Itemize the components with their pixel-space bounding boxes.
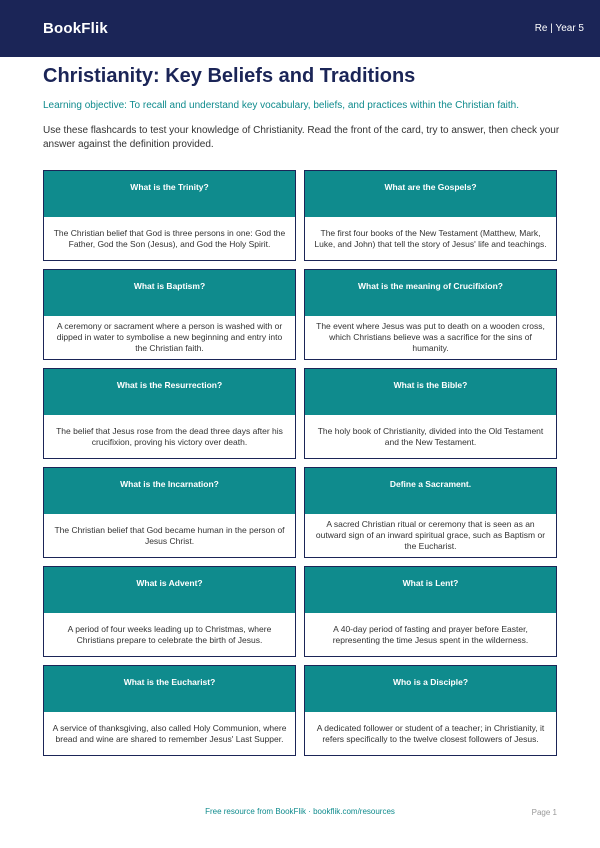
header-bar — [0, 0, 600, 57]
page-number: Page 1 — [531, 808, 557, 817]
flashcard-question: Define a Sacrament. — [305, 468, 556, 514]
flashcard — [43, 665, 296, 756]
flashcard-grid — [43, 170, 557, 756]
flashcard-question: What is the Resurrection? — [44, 369, 295, 415]
flashcard-answer: The holy book of Christianity, divided into the Old Testament and the New Testament. — [305, 415, 556, 458]
flashcard — [43, 170, 296, 261]
page-title: Christianity: Key Beliefs and Traditions — [43, 65, 416, 87]
flashcard-question: What are the Gospels? — [305, 171, 556, 217]
flashcard — [43, 269, 296, 360]
flashcard-answer: The Christian belief that God is three persons in one: God the Father, God the Son (Jesus), and God the Holy Spirit. — [44, 217, 295, 260]
flashcard — [304, 170, 557, 261]
flashcard-answer: A ceremony or sacrament where a person is washed with or dipped in water to symbolise a new beginning and entry into the Christian faith. — [44, 316, 295, 359]
flashcard-question: What is Advent? — [44, 567, 295, 613]
flashcard-answer: A period of four weeks leading up to Christmas, where Christians prepare to celebrate the birth of Jesus. — [44, 613, 295, 656]
learning-objective: Learning objective: To recall and understand key vocabulary, beliefs, and practices within the Christian faith. — [43, 100, 520, 111]
flashcard-question: What is Baptism? — [44, 270, 295, 316]
flashcard-question: What is the Incarnation? — [44, 468, 295, 514]
flashcard — [304, 269, 557, 360]
flashcard — [304, 467, 557, 558]
flashcard-question: Who is a Disciple? — [305, 666, 556, 712]
intro-text: Use these flashcards to test your knowledge of Christianity. Read the front of the card, try to answer, then check your answer against the definition provided. — [43, 125, 560, 150]
flashcard-question: What is Lent? — [305, 567, 556, 613]
brand-logo[interactable]: BookFlik — [43, 20, 108, 37]
flashcard — [304, 665, 557, 756]
flashcard-question: What is the Bible? — [305, 369, 556, 415]
flashcard-answer: The Christian belief that God became human in the person of Jesus Christ. — [44, 514, 295, 557]
flashcard-answer: The first four books of the New Testament (Matthew, Mark, Luke, and John) that tell the story of Jesus' life and teachings. — [305, 217, 556, 260]
flashcard — [43, 566, 296, 657]
footer-text[interactable]: Free resource from BookFlik · bookflik.com/resources — [205, 807, 395, 816]
subject-year-label: Re | Year 5 — [534, 23, 584, 34]
flashcard-question: What is the Trinity? — [44, 171, 295, 217]
flashcard-answer: The belief that Jesus rose from the dead three days after his crucifixion, proving his victory over death. — [44, 415, 295, 458]
flashcard-answer: A dedicated follower or student of a teacher; in Christianity, it refers specifically to the twelve closest followers of Jesus. — [305, 712, 556, 755]
flashcard — [43, 467, 296, 558]
flashcard-question: What is the Eucharist? — [44, 666, 295, 712]
flashcard-answer: The event where Jesus was put to death on a wooden cross, which Christians believe was a sacrifice for the sins of humanity. — [305, 316, 556, 359]
flashcard — [43, 368, 296, 459]
flashcard-question: What is the meaning of Crucifixion? — [305, 270, 556, 316]
flashcard-answer: A sacred Christian ritual or ceremony that is seen as an outward sign of an inward spiritual grace, such as Baptism or the Eucharist. — [305, 514, 556, 557]
flashcard-answer: A 40-day period of fasting and prayer before Easter, representing the time Jesus spent in the wilderness. — [305, 613, 556, 656]
flashcard — [304, 566, 557, 657]
flashcard — [304, 368, 557, 459]
flashcard-answer: A service of thanksgiving, also called Holy Communion, where bread and wine are shared to remember Jesus' Last Supper. — [44, 712, 295, 755]
